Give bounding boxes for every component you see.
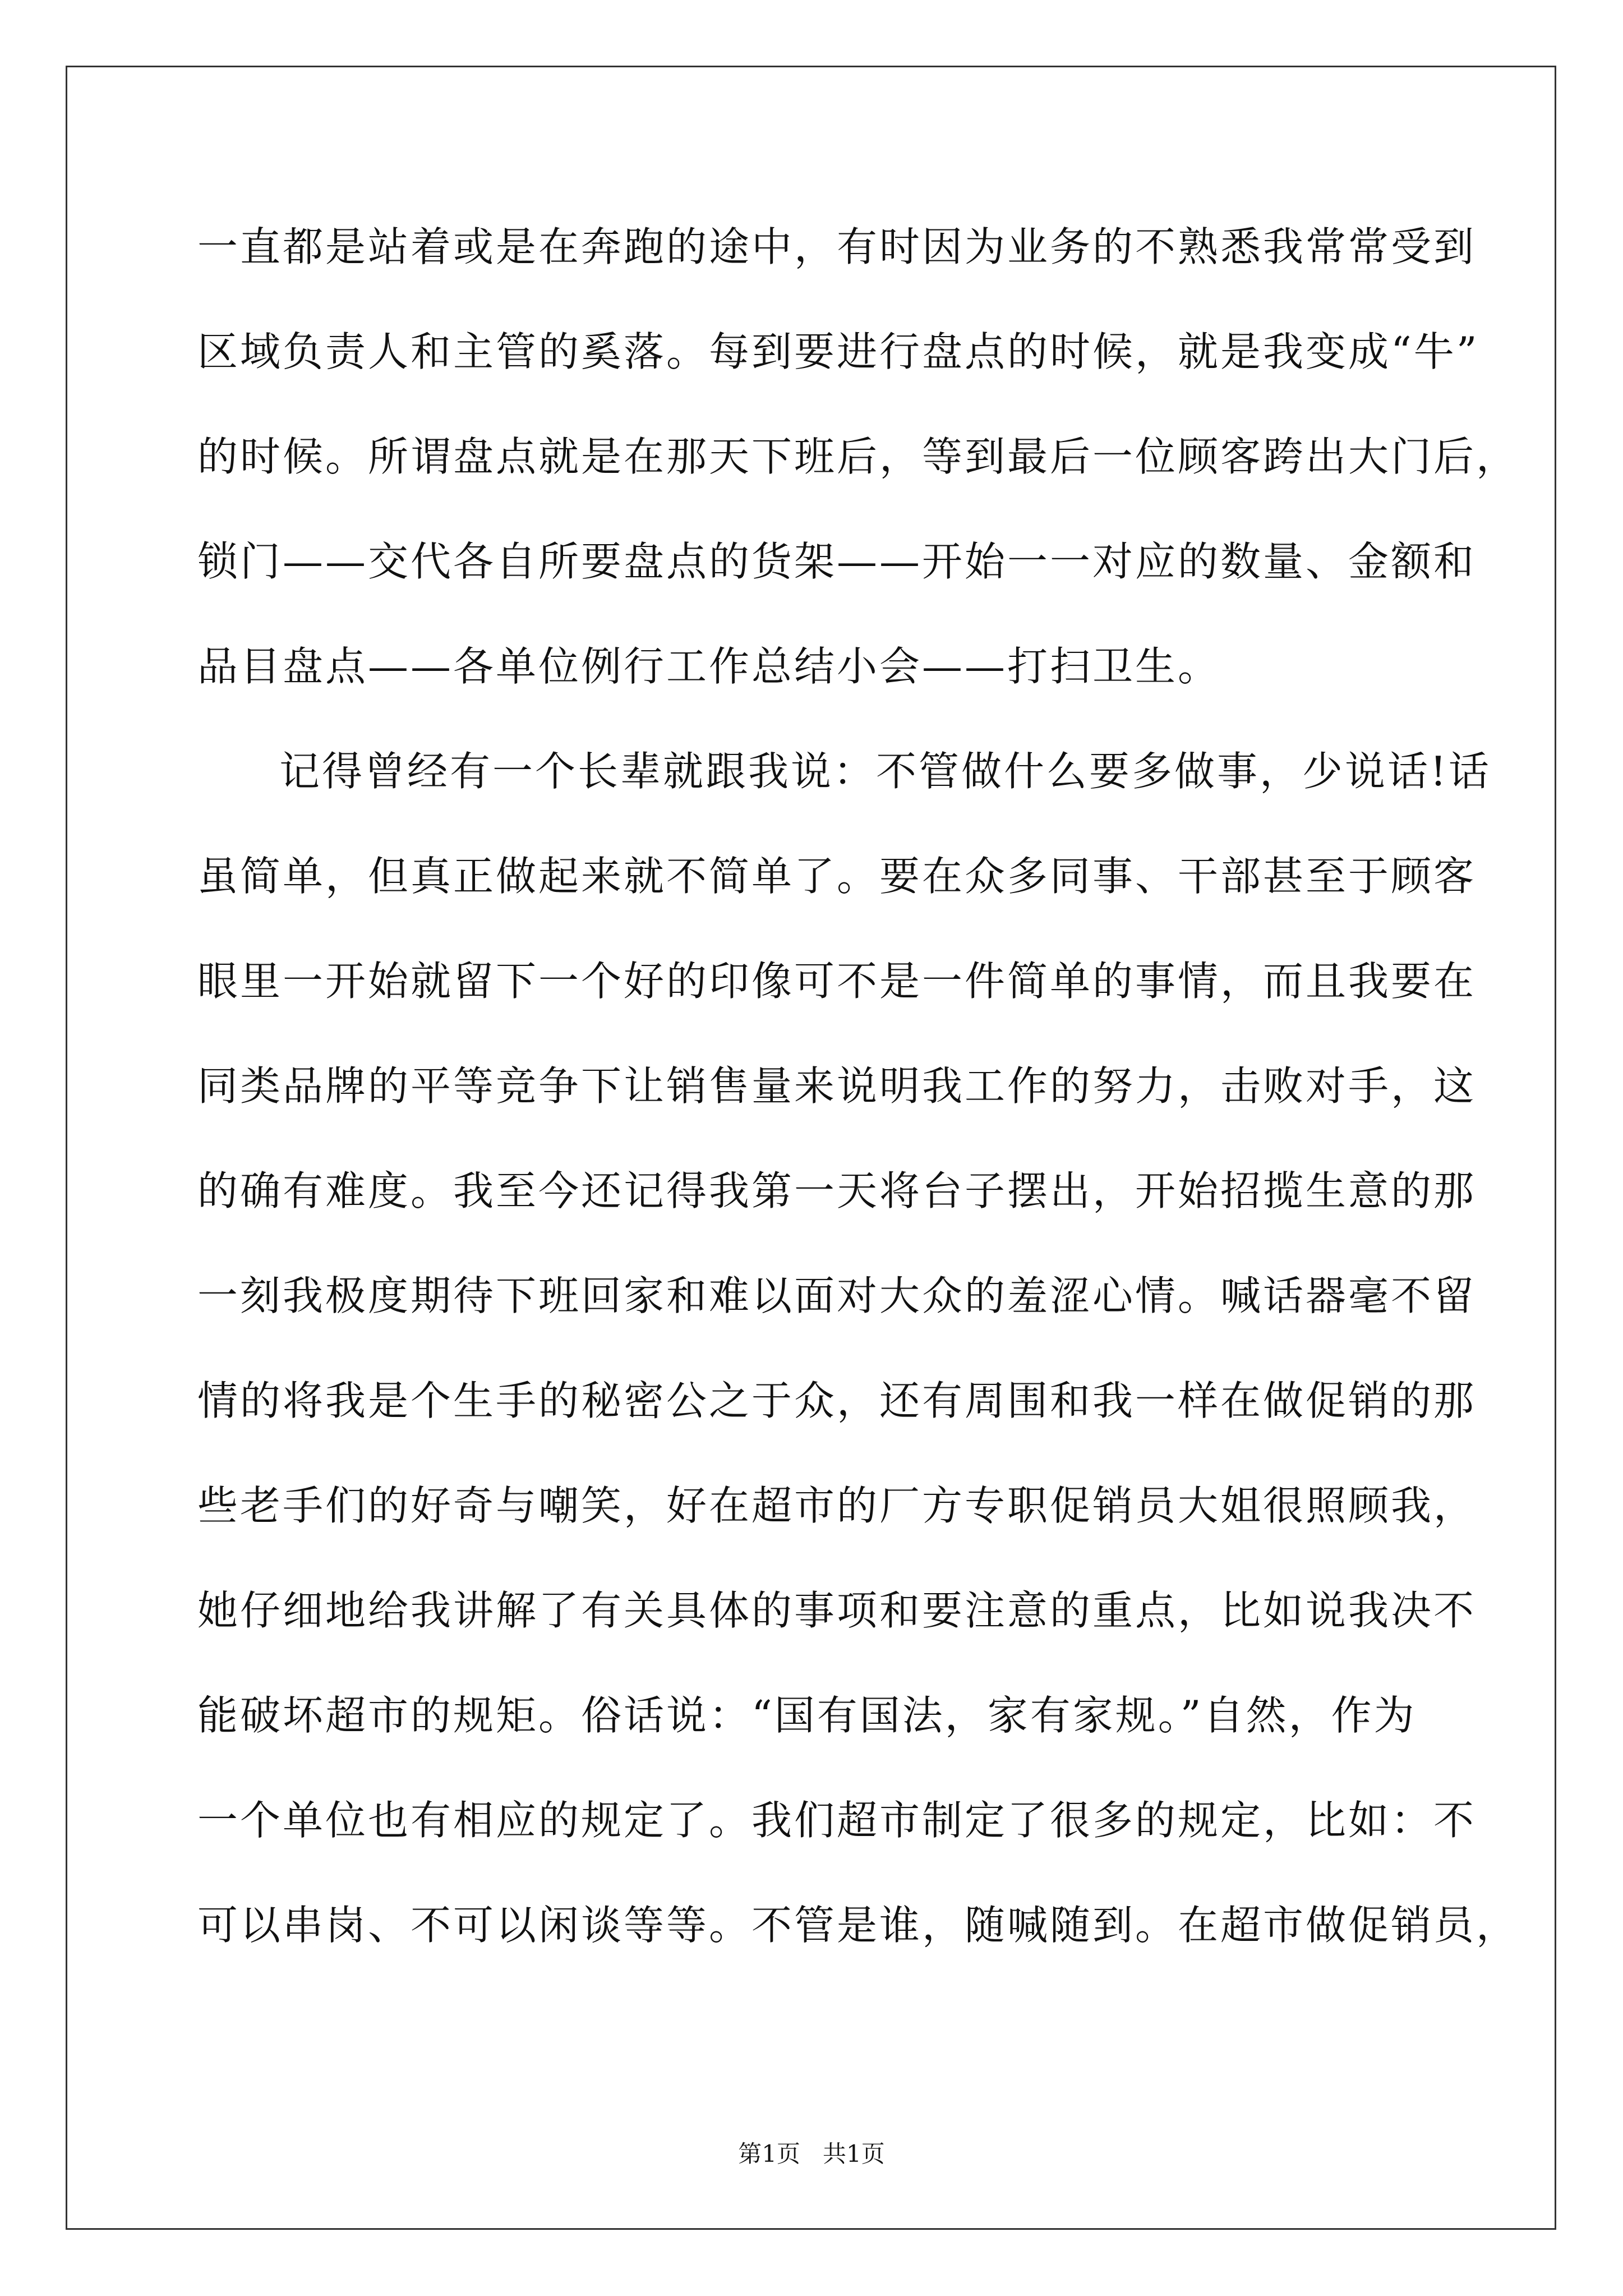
text-line: 一刻我极度期待下班回家和难以面对大众的羞涩心情。喊话器毫不留 xyxy=(197,1272,1477,1319)
text-line: 的确有难度。我至今还记得我第一天将台子摆出，开始招揽生意的那 xyxy=(197,1167,1477,1214)
page-number-footer: 第1页 共1页 xyxy=(738,2140,885,2168)
text-line: 可以串岗、不可以闲谈等等。不管是谁，随喊随到。在超市做促销员， xyxy=(197,1902,1519,1949)
text-line: 她仔细地给我讲解了有关具体的事项和要注意的重点，比如说我决不 xyxy=(197,1587,1477,1634)
text-line: 的时候。所谓盘点就是在那天下班后，等到最后一位顾客跨出大门后， xyxy=(197,433,1519,480)
text-line: 同类品牌的平等竞争下让销售量来说明我工作的努力，击败对手，这 xyxy=(197,1062,1477,1110)
text-line: 情的将我是个生手的秘密公之于众，还有周围和我一样在做促销的那 xyxy=(197,1377,1477,1424)
text-line: 一直都是站着或是在奔跑的途中，有时因为业务的不熟悉我常常受到 xyxy=(197,223,1477,270)
text-line: 能破坏超市的规矩。俗话说：“国有国法，家有家规。”自然，作为 xyxy=(197,1692,1417,1739)
text-line: 一个单位也有相应的规定了。我们超市制定了很多的规定，比如：不 xyxy=(197,1797,1477,1844)
text-line: 锁门——交代各自所要盘点的货架——开始一一对应的数量、金额和 xyxy=(197,538,1477,585)
text-line: 些老手们的好奇与嘲笑，好在超市的厂方专职促销员大姐很照顾我， xyxy=(197,1482,1477,1529)
text-line: 眼里一开始就留下一个好的印像可不是一件简单的事情，而且我要在 xyxy=(197,958,1477,1005)
text-line: 品目盘点——各单位例行工作总结小会——打扫卫生。 xyxy=(197,643,1221,690)
paragraph-first-line: 记得曾经有一个长辈就跟我说：不管做什么要多做事，少说话!话 xyxy=(279,748,1491,795)
text-line: 区域负责人和主管的奚落。每到要进行盘点的时候，就是我变成“牛” xyxy=(197,328,1479,375)
text-line: 虽简单，但真正做起来就不简单了。要在众多同事、干部甚至于顾客 xyxy=(197,853,1477,900)
